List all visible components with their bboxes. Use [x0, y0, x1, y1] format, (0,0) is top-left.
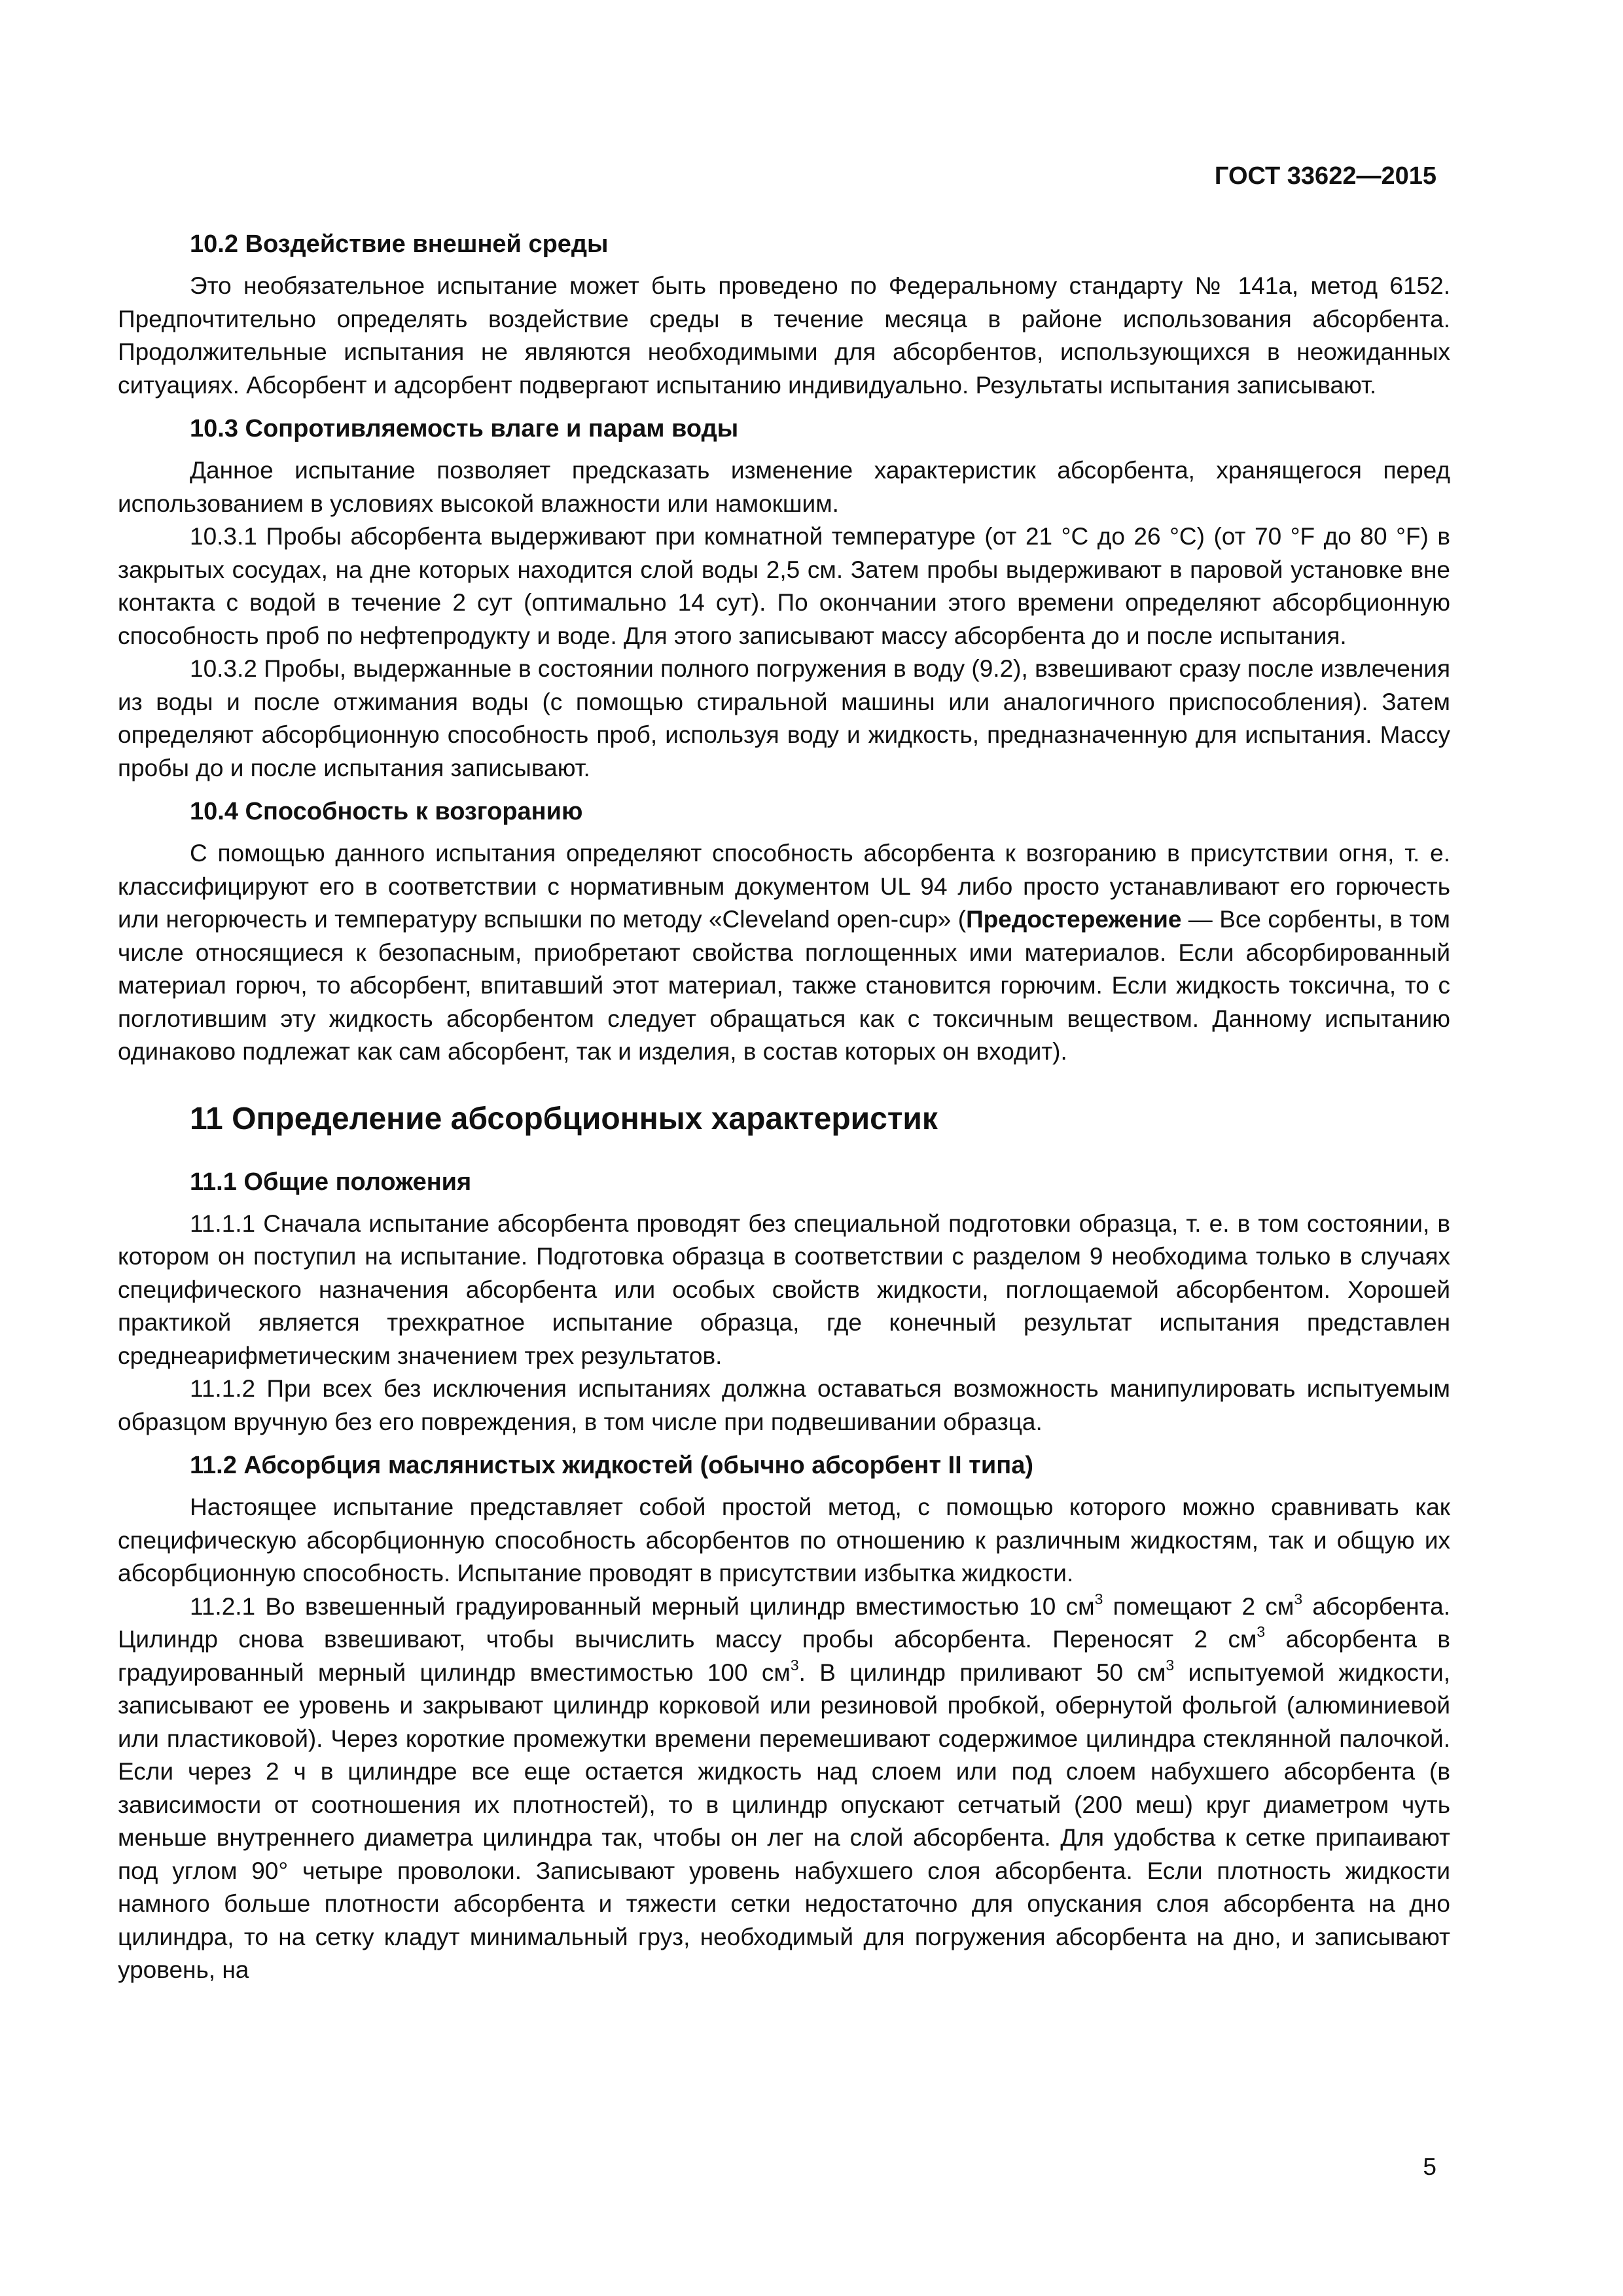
paragraph [118, 1590, 1450, 1987]
text-run: испытуемой жидкости, записывают ее уровень и закрывают цилиндр корковой или резиновой пробкой, обернутой фольгой (алюминиевой или пластиковой). Через короткие промежутки времени перемешивают содержимое цилиндра стеклянной палочкой. Если через 2 ч в цилиндре все еще остается жидкость над слоем или под слоем набухшего абсорбента (в зависимости от соотношения их плотностей), то в цилиндр опускают сетчатый (200 меш) круг диаметром чуть меньше внутреннего диаметра цилиндра так, чтобы он лег на слой абсорбента. Для удобства к сетке припаивают под углом 90° четыре проволоки. Записывают уровень набухшего слоя абсорбента. Если плотность жидкости намного больше плотности абсорбента и тяжести сетки недостаточно для опускания слоя абсорбента на дно цилиндра, то на сетку кладут минимальный груз, необходимый для погружения абсорбента на дно, и записывают уровень, на [118, 1659, 1450, 1983]
caution-label: Предостережение [966, 906, 1182, 933]
text-run: помещают 2 см [1103, 1592, 1294, 1620]
text-run: — Все сорбенты, в том числе относящиеся к безопасным, приобретают свойства поглощенных ими материалов. Если абсорбированный материал горюч, то абсорбент, впитавший этот материал, также становится горючим. Если жидкость токсична, то с поглотившим эту жидкость абсорбентом следует обращаться как с токсичным веществом. Данному испытанию одинаково подлежат как сам абсорбент, так и изделия, в состав которых он входит). [118, 906, 1450, 1065]
paragraph: 10.3.1 Пробы абсорбента выдерживают при комнатной температуре (от 21 °C до 26 °C) (от 70 °F до 80 °F) в закрытых сосудах, на дне которых находится слой воды 2,5 см. Затем пробы выдерживают в паровой установке вне контакта с водой в течение 2 сут (оптимально 14 сут). По окончании этого времени определяют абсорбционную способность проб по нефтепродукту и воде. Для этого записывают массу абсорбента до и после испытания. [118, 523, 1450, 649]
heading-10-4: 10.4 Способность к возгоранию [190, 798, 583, 825]
page-number: 5 [1423, 2153, 1436, 2180]
document-header: ГОСТ 33622—2015 [1214, 162, 1436, 190]
paragraph: 11.1.2 При всех без исключения испытаниях должна оставаться возможность манипулировать испытуемым образцом вручную без его повреждения, в том числе при подвешивании образца. [118, 1375, 1450, 1435]
superscript: 3 [1094, 1590, 1103, 1607]
superscript: 3 [1294, 1590, 1303, 1607]
superscript: 3 [1166, 1656, 1175, 1674]
superscript: 3 [1257, 1623, 1266, 1640]
paragraph: Это необязательное испытание может быть проведено по Федеральному стандарту № 141а, метод 6152. Предпочтительно определять воздействие среды в течение месяца в районе использования абсорбента. Продолжительные испытания не являются необходимыми для абсорбентов, использующихся в неожиданных ситуациях. Абсорбент и адсорбент подвергают испытанию индивидуально. Результаты испытания записывают. [118, 272, 1450, 399]
text-run: абсорбента в градуированный мерный цилиндр вместимостью 100 см [118, 1626, 1450, 1686]
document-body [118, 228, 1450, 1987]
heading-11-1: 11.1 Общие положения [190, 1168, 472, 1196]
heading-10-2: 10.2 Воздействие внешней среды [190, 230, 609, 258]
paragraph: Данное испытание позволяет предсказать изменение характеристик абсорбента, хранящегося перед использованием в условиях высокой влажности или намокшим. [118, 457, 1450, 517]
text-run: 11.2.1 Во взвешенный градуированный мерный цилиндр вместимостью 10 см [190, 1592, 1095, 1620]
heading-11-2: 11.2 Абсорбция маслянистых жидкостей (обычно абсорбент II типа) [190, 1452, 1033, 1479]
text-run: . В цилиндр приливают 50 см [798, 1659, 1166, 1686]
text-run: абсорбента. Цилиндр снова взвешивают, чтобы вычислить массу пробы абсорбента. Переносят 2 см [118, 1592, 1450, 1653]
paragraph: 11.1.1 Сначала испытание абсорбента проводят без специальной подготовки образца, т. е. в том состоянии, в котором он поступил на испытание. Подготовка образца в соответствии с разделом 9 необходима только в случаях специфического назначения абсорбента или особых свойств жидкости, поглощаемой абсорбентом. Хорошей практикой является трехкратное испытание образца, где конечный результат испытания представлен среднеарифметическим значением трех результатов. [118, 1210, 1450, 1369]
paragraph: 10.3.2 Пробы, выдержанные в состоянии полного погружения в воду (9.2), взвешивают сразу после извлечения из воды и после отжимания воды (с помощью стиральной машины или аналогичного приспособления). Затем определяют абсорбционную способность проб, используя воду и жидкость, предназначенную для испытания. Массу пробы до и после испытания записывают. [118, 655, 1450, 781]
paragraph [118, 837, 1450, 1069]
heading-section-11: 11 Определение абсорбционных характеристик [190, 1101, 938, 1136]
heading-10-3: 10.3 Сопротивляемость влаге и парам воды [190, 415, 739, 442]
superscript: 3 [790, 1656, 799, 1674]
text-run: С помощью данного испытания определяют способность абсорбента к возгоранию в присутствии огня, т. е. классифицируют его в соответствии с нормативным документом UL 94 либо просто устанавливают его горючесть или негорючесть и температуру вспышки по методу «Cleveland open-cup» ( [118, 840, 1450, 933]
paragraph: Настоящее испытание представляет собой простой метод, с помощью которого можно сравнивать как специфическую абсорбционную способность абсорбентов по отношению к различным жидкостям, так и общую их абсорбционную способность. Испытание проводят в присутствии избытка жидкости. [118, 1494, 1450, 1587]
